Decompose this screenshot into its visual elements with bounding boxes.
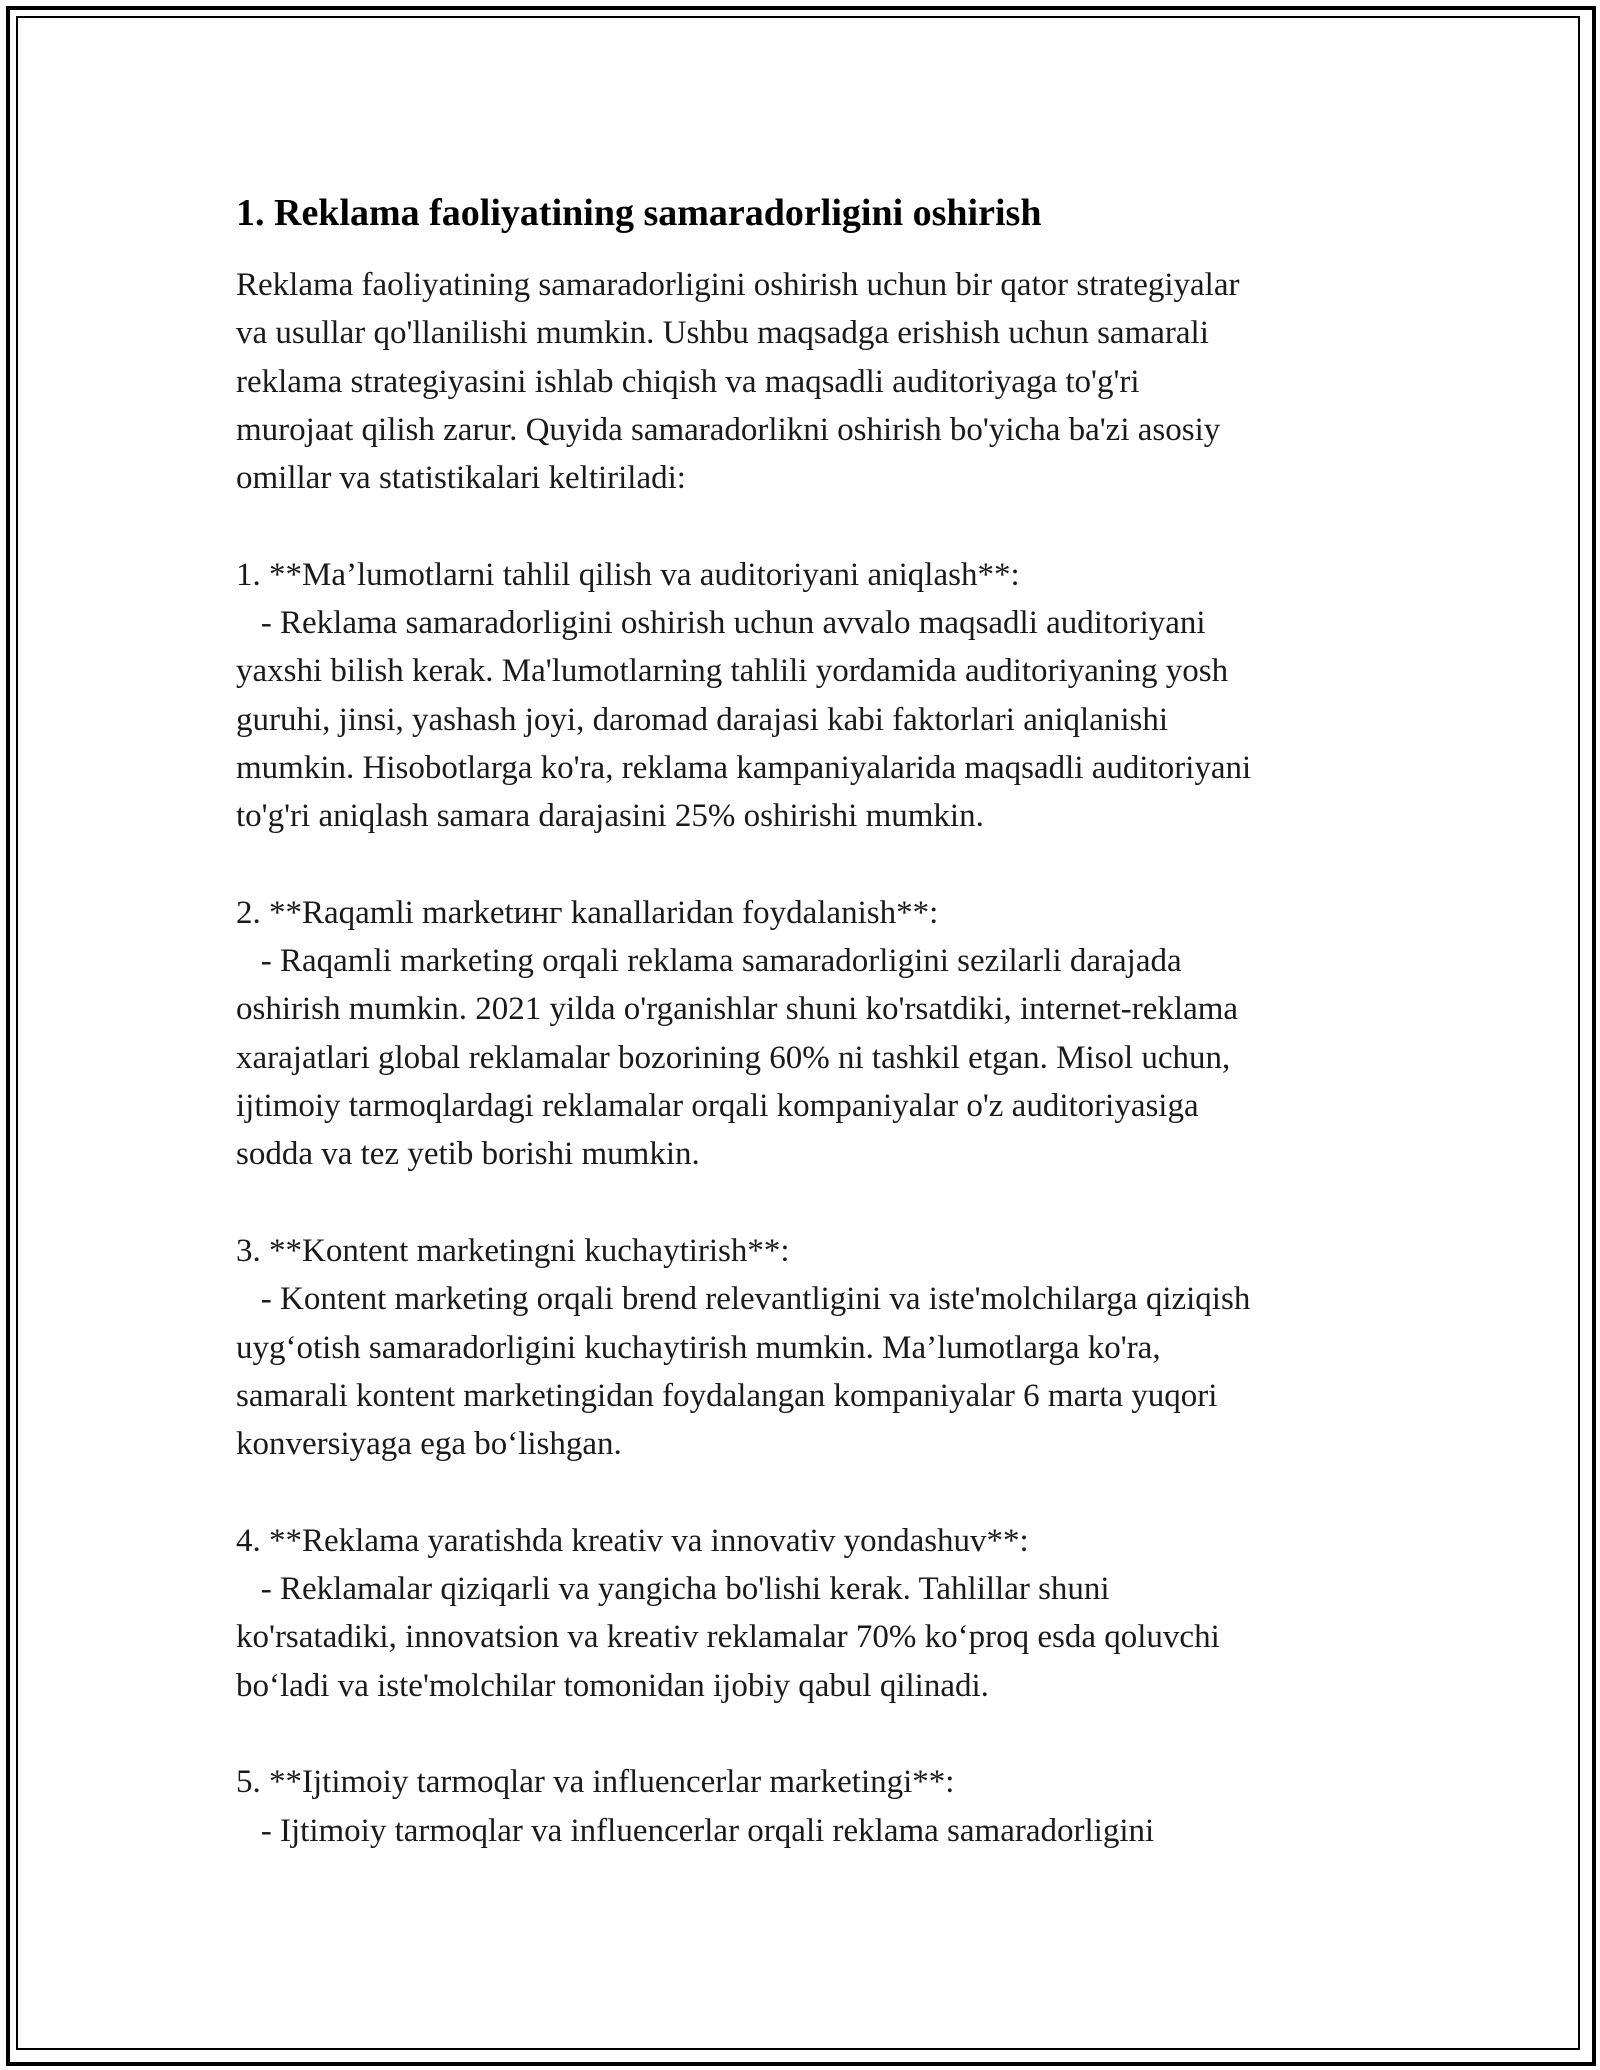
document-title: 1. Reklama faoliyatining samaradorligini oshirish bbox=[236, 192, 1042, 234]
document-page bbox=[236, 185, 1386, 1855]
document-body: Reklama faoliyatining samaradorligini oshirish uchun bir qator strategiyalar va usullar qo'llanilishi mumkin. Ushbu maqsadga erishish uchun samarali reklama strategiyasini ishlab chiqish va maqsadli auditoriyaga to'g'ri murojaat qilish zarur. Quyida samaradorlikni oshirish bo'yicha ba'zi asosiy omillar va statistikalari keltiriladi: 1. **Ma’lumotlarni tahlil qilish va auditoriyani aniqlash**: - Reklama samaradorligini oshirish uchun avvalo maqsadli auditoriyani yaxshi bilish kerak. Ma'lumotlarning tahlili yordamida auditoriyaning yosh guruhi, jinsi, yashash joyi, daromad darajasi kabi faktorlari aniqlanishi mumkin. Hisobotlarga ko'ra, reklama kampaniyalarida maqsadli auditoriyani to'g'ri aniqlash samara darajasini 25% oshirishi mumkin. 2. **Raqamli marketинг kanallaridan foydalanish**: - Raqamli marketing orqali reklama samaradorligini sezilarli darajada oshirish mumkin. 2021 yilda o'rganishlar shuni ko'rsatdiki, internet-reklama xarajatlari global reklamalar bozorining 60% ni tashkil etgan. Misol uchun, ijtimoiy tarmoqlardagi reklamalar orqali kompaniyalar o'z auditoriyasiga sodda va tez yetib borishi mumkin. 3. **Kontent marketingni kuchaytirish**: - Kontent marketing orqali brend relevantligini va iste'molchilarga qiziqish uyg‘otish samaradorligini kuchaytirish mumkin. Ma’lumotlarga ko'ra, samarali kontent marketingidan foydalangan kompaniyalar 6 marta yuqori konversiyaga ega bo‘lishgan. 4. **Reklama yaratishda kreativ va innovativ yondashuv**: - Reklamalar qiziqarli va yangicha bo'lishi kerak. Tahlillar shuni ko'rsatadiki, innovatsion va kreativ reklamalar 70% ko‘proq esda qoluvchi bo‘ladi va iste'molchilar tomonidan ijobiy qabul qilinadi. 5. **Ijtimoiy tarmoqlar va influencerlar marketingi**: - Ijtimoiy tarmoqlar va influencerlar orqali reklama samaradorligini bbox=[236, 267, 1252, 1849]
